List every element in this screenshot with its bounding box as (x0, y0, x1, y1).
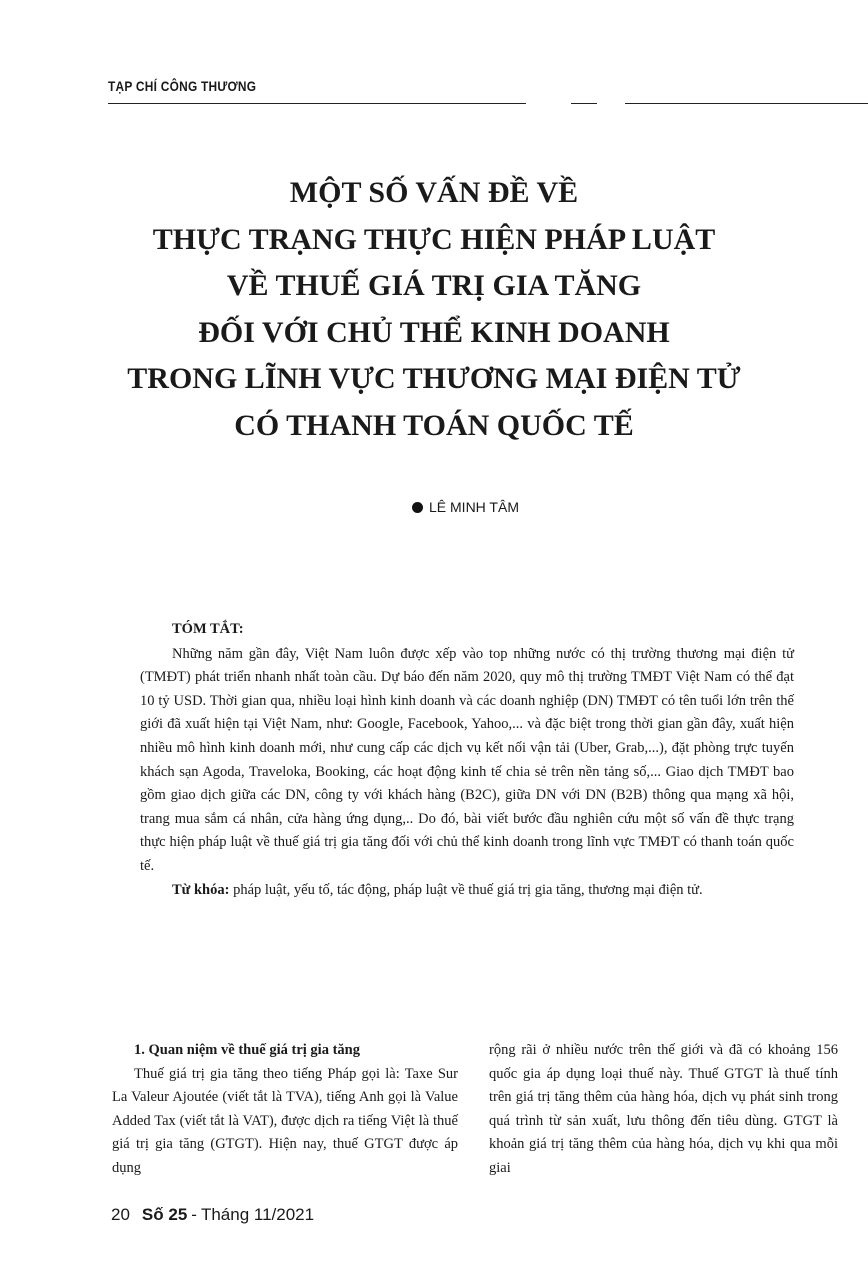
page-number: 20 (111, 1205, 130, 1224)
abstract-body: Những năm gần đây, Việt Nam luôn được xếp vào top những nước có thị trường thương mại điện tử (TMĐT) phát triển nhanh nhất toàn cầu. Dự báo đến năm 2020, quy mô thị trường TMĐT Việt Nam có thể đạt 10 tỷ USD. Thời gian qua, nhiều loại hình kinh doanh và các doanh nghiệp (DN) TMĐT có tên tuổi lớn trên thế giới đã xuất hiện tại Việt Nam, như: Google, Facebook, Yahoo,... và đặc biệt trong thời gian gần đây, xuất hiện nhiều mô hình kinh doanh mới, như cung cấp các dịch vụ kết nối vận tải (Uber, Grab,...), đặt phòng trực tuyến khách sạn Agoda, Traveloka, Booking, các hoạt động kinh tế chia sẻ trên nền tảng số,... Giao dịch TMĐT bao gồm giao dịch giữa các DN, công ty với khách hàng (B2C), giữa DN với DN (B2B) thông qua mạng xã hội, trang mua sắm cá nhân, cửa hàng ứng dụng,.. Do đó, bài viết bước đầu nghiên cứu một số vấn đề thực trạng thực hiện pháp luật về thuế giá trị gia tăng đối với chủ thể kinh doanh trong lĩnh vực TMĐT có thanh toán quốc tế. (140, 645, 794, 874)
body-column-left (112, 1039, 458, 1180)
footer-separator: - (191, 1205, 197, 1224)
title-line: CÓ THANH TOÁN QUỐC TẾ (234, 408, 634, 442)
section-title: 1. Quan niệm về thuế giá trị gia tăng (134, 1042, 360, 1058)
title-line: THỰC TRẠNG THỰC HIỆN PHÁP LUẬT (152, 222, 716, 256)
header-rule-dash (571, 103, 597, 104)
author-name: LÊ MINH TÂM (429, 499, 519, 515)
journal-name: TẠP CHÍ CÔNG THƯƠNG (108, 78, 257, 94)
abstract-heading: TÓM TẮT: (172, 621, 244, 637)
title-line: MỘT SỐ VẤN ĐỀ VỀ (289, 176, 579, 209)
keywords (140, 879, 794, 903)
body-column-right (489, 1039, 838, 1180)
title-line: VỀ THUẾ GIÁ TRỊ GIA TĂNG (226, 269, 642, 302)
keywords-label: Từ khóa: (172, 881, 230, 898)
keywords-text: pháp luật, yếu tố, tác động, pháp luật về thuế giá trị gia tăng, thương mại điện tử. (233, 881, 703, 898)
bullet-icon (412, 502, 423, 513)
page-footer (111, 1205, 314, 1225)
title-line: ĐỐI VỚI CHỦ THỂ KINH DOANH (198, 315, 670, 349)
title-line: TRONG LĨNH VỰC THƯƠNG MẠI ĐIỆN TỬ (127, 362, 741, 395)
header-rule (108, 103, 526, 104)
body-paragraph: rộng rãi ở nhiều nước trên thế giới và đã có khoảng 156 quốc gia áp dụng loại thuế này. Thuế GTGT là thuế tính trên giá trị tăng thêm của hàng hóa, dịch vụ phát sinh trong quá trình từ sản xuất, lưu thông đến tiêu dùng. GTGT là khoản giá trị tăng thêm của hàng hóa, dịch vụ khi qua mỗi giai (489, 1042, 838, 1176)
issue-number: Số 25 (141, 1205, 188, 1224)
issue-date: Tháng 11/2021 (200, 1205, 315, 1224)
abstract (140, 618, 794, 902)
author-byline (412, 499, 519, 515)
header-rule-right (625, 103, 868, 104)
body-paragraph: Thuế giá trị gia tăng theo tiếng Pháp gọi là: Taxe Sur La Valeur Ajoutée (viết tắt là TVA), tiếng Anh gọi là Value Added Tax (viết tắt là VAT), được dịch ra tiếng Việt là thuế giá trị gia tăng (GTGT). Hiện nay, thuế GTGT được áp dụng (112, 1065, 458, 1176)
article-title (0, 170, 868, 449)
